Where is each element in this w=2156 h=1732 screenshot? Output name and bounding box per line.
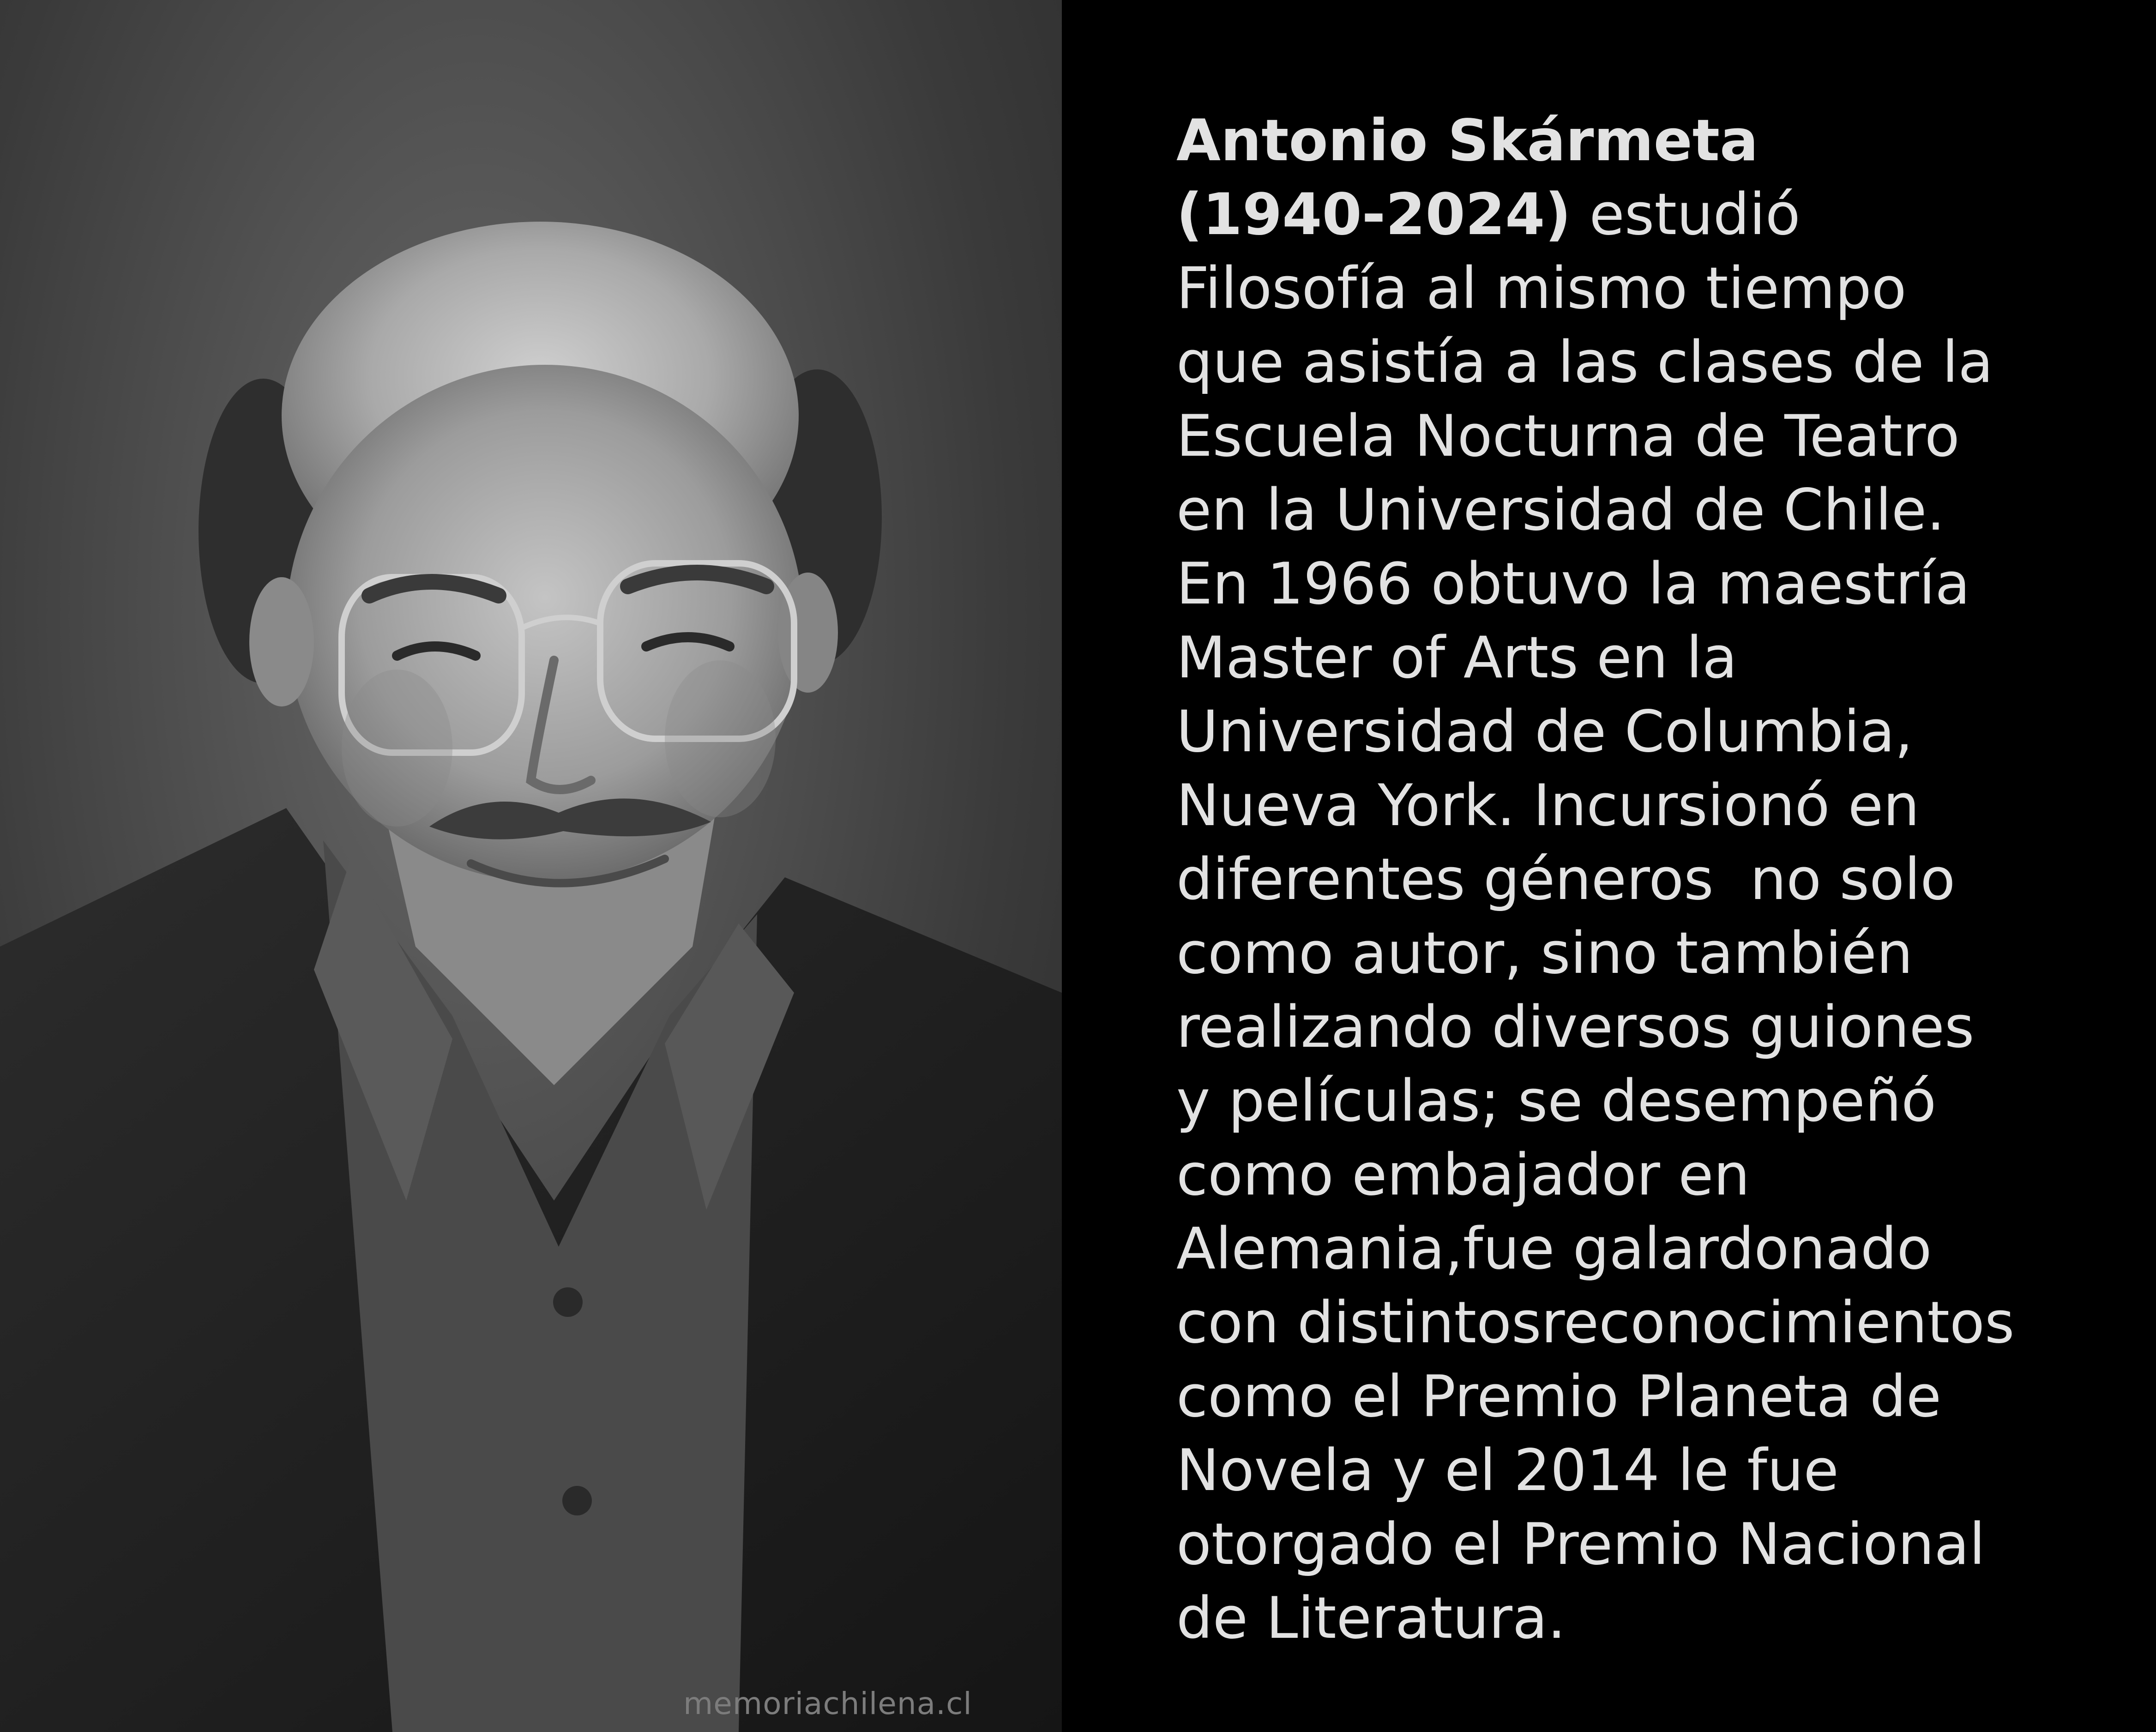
bio-line: Escuela Nocturna de Teatro xyxy=(1176,403,1960,470)
bio-line: con distintosreconocimientos xyxy=(1176,1290,2015,1356)
bio-line: como embajador en xyxy=(1176,1142,1750,1208)
photo-watermark: memoriachilena.cl xyxy=(683,1686,972,1721)
bio-line: Filosofía al mismo tiempo xyxy=(1176,255,1907,322)
bio-line: otorgado el Premio Nacional xyxy=(1176,1511,1985,1578)
bio-line: Universidad de Columbia, xyxy=(1176,699,1913,765)
bio-name: Antonio Skármeta xyxy=(1176,108,1759,174)
bio-line: como autor, sino también xyxy=(1176,920,1913,987)
biography-text xyxy=(1176,104,2127,1674)
bio-years: (1940-2024) xyxy=(1176,181,1572,248)
bio-line: Master of Arts en la xyxy=(1176,625,1737,691)
bio-line: de Literatura. xyxy=(1176,1585,1566,1652)
bio-line xyxy=(1176,178,2127,252)
bio-line: diferentes géneros no solo xyxy=(1176,846,1956,913)
bio-line: realizando diversos guiones xyxy=(1176,994,1975,1061)
bio-line: como el Premio Planeta de xyxy=(1176,1364,1942,1430)
bio-line: y películas; se desempeñó xyxy=(1176,1068,1937,1135)
bio-line-text: estudió xyxy=(1571,181,1801,248)
bio-line: que asistía a las clases de la xyxy=(1176,329,1993,396)
bio-line: Novela y el 2014 le fue xyxy=(1176,1437,1839,1504)
bio-line: Nueva York. Incursionó en xyxy=(1176,772,1920,839)
bio-line: en la Universidad de Chile. xyxy=(1176,477,1945,543)
bio-line: En 1966 obtuvo la maestría xyxy=(1176,551,1970,617)
portrait-illustration xyxy=(0,0,1062,1732)
bio-line: Alemania,fue galardonado xyxy=(1176,1216,1932,1282)
portrait-photo xyxy=(0,0,1062,1732)
